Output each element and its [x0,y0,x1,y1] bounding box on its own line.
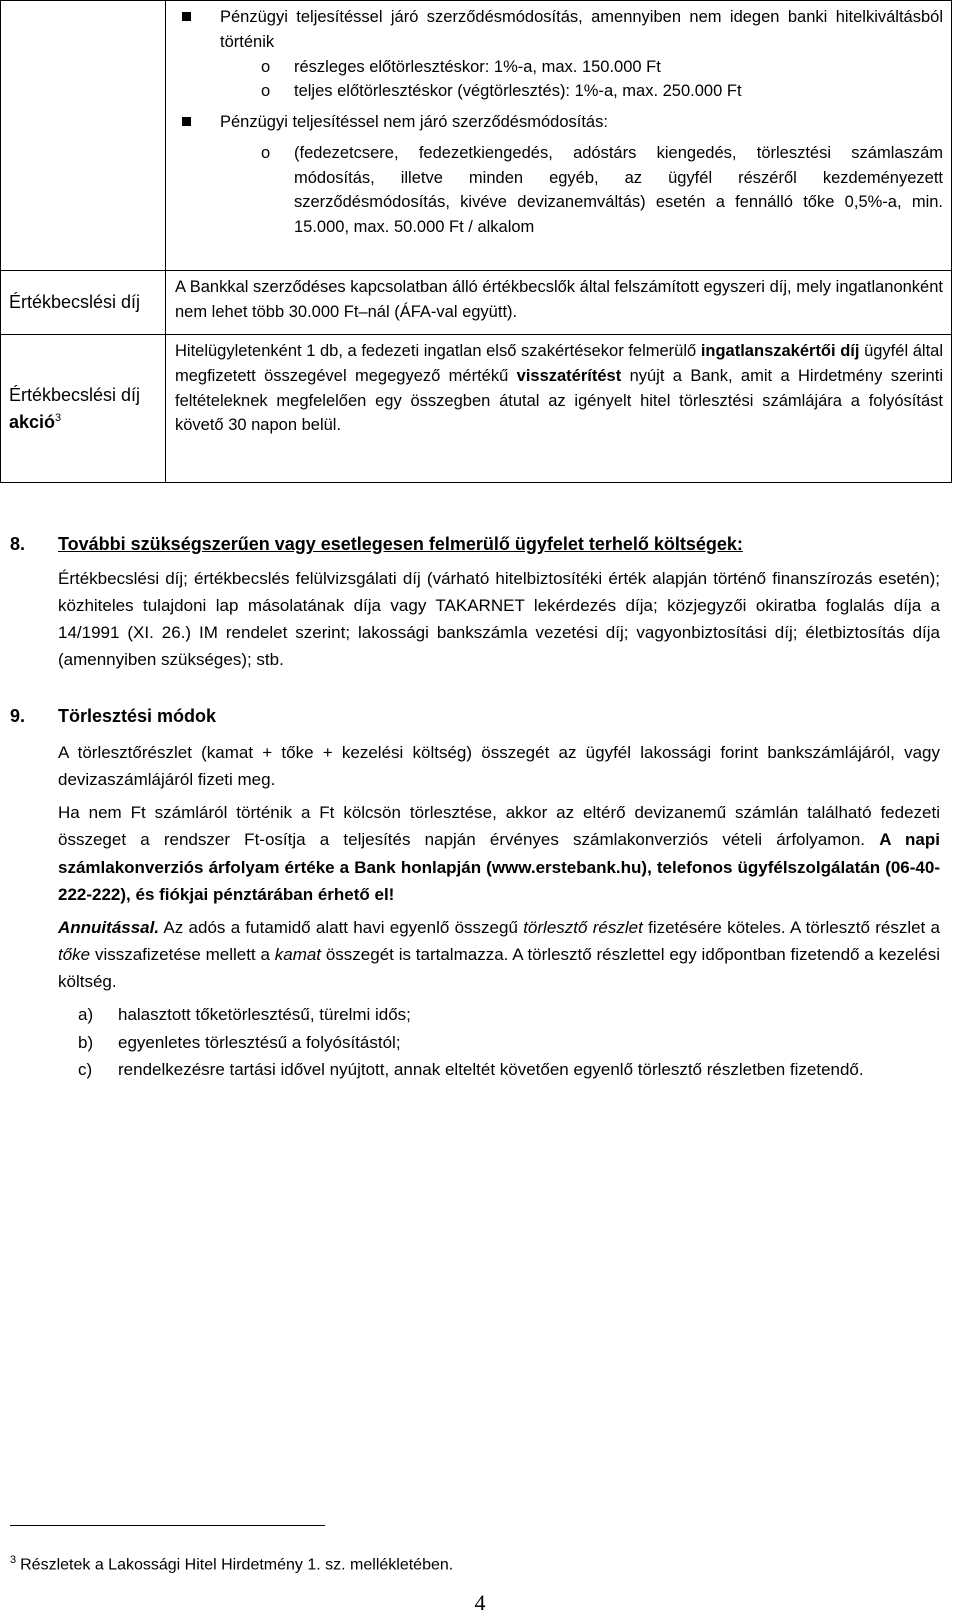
table-row [1,335,952,483]
row2-content-cell: A Bankkal szerződéses kapcsolatban álló értékbecslők által felszámított egyszeri díj, mely ingatlanonként nem lehet több 30.000 Ft–nál (ÁFA-val együtt). [166,271,952,335]
circle-bullet-icon: o [261,82,271,101]
table-row [1,1,952,271]
section-number: 9. [10,706,26,726]
list-item [175,110,943,135]
circle-bullet-icon: o [261,57,271,76]
list-letter: c) [78,1059,93,1079]
section-8 [10,530,940,680]
section-9 [10,702,940,1083]
row1-label-cell [1,1,166,271]
section-title: További szükségszerűen vagy esetlegesen felmerülő ügyfelet terhelő költségek: [58,534,743,554]
footnote-divider [10,1525,325,1526]
sub-list-item [175,79,943,104]
row3-label-cell [1,335,166,483]
sub-list-item [175,55,943,80]
section-title: Törlesztési módok [58,706,217,726]
row3-label-line2: akció$^3$ [9,411,62,432]
sub-bullet-text: (fedezetcsere, fedezetkiengedés, adóstárs kiengedés, törlesztési számlaszám módosítás, illetve minden egyéb, az ügyfél részéről kezdeményezett szerződésmódosítás, kivéve devizanemváltás) esetén a fennálló tőke 0,5%-a, min. 15.000, max. 50.000 Ft / alkalom [294,143,943,236]
list-item [175,5,943,55]
footnote-text: Részletek a Lakossági Hitel Hirdetmény 1. sz. mellékletében. [20,1556,454,1574]
footnote [10,1554,453,1574]
row3-label-line1: Értékbecslési díj [9,385,141,406]
list-item: a) halasztott tőketörlesztésű, türelmi idős; [58,1001,940,1028]
bullet-text: Pénzügyi teljesítéssel járó szerződésmódosítás, amennyiben nem idegen banki hitelkiváltásból történik [220,8,943,51]
section-text: Értékbecslési díj; értékbecslés felülvizsgálati díj (várható hitelbiztosítéki érték alapján történő finanszírozás esetén); közhiteles tulajdoni lap másolatának díja vagy TAKARNET lekérdezés díja; közjegyzői okiratba foglalás díja a 14/1991 (XI. 26.) IM rendelet szerint; lakossági bankszámla vezetési díj; vagyonbiztosítási díj; életbiztosítás díja (amennyiben szükséges); stb. [58,568,940,670]
section-heading [10,702,940,731]
sub-bullet-text: részleges előtörlesztéskor: 1%-a, max. 150.000 Ft [294,57,661,76]
footnote-ref: 3 [55,411,62,424]
list-item: b) egyenletes törlesztésű a folyósítástól; [58,1029,940,1056]
row2-label-cell: Értékbecslési díj [1,271,166,335]
paragraph: Ha nem Ft számláról történik a Ft kölcsön törlesztése, akkor az eltérő devizanemű számlán található fedezeti összeget a rendszer Ft-osítja a teljesítés napján érvényes számlakonverziós vételi árfolyamon. A napi számlakonverziós árfolyam értéke a Bank honlapján (www.erstebank.hu), telefonos ügyfélszolgálatán (06-40-222-222), és fiókjai pénztárában érhető el! [58,803,940,904]
paragraph: Annuitással. Az adós a futamidő alatt havi egyenlő összegű törlesztő részlet fizetésére köteles. A törlesztő részlet a tőke visszafizetése mellett a kamat összegét is tartalmazza. A törlesztő részlettel egy időpontban fizetendő a kezelési költség. [58,917,940,992]
page-number: 4 [474,1590,486,1615]
row1-content-cell [166,1,952,271]
footnote-mark: 3 [10,1554,17,1566]
list-item: c) rendelkezésre tartási idővel nyújtott, annak elteltét követően egyenlő törlesztő részletben fizetendő. [58,1056,940,1083]
section-number: 8. [10,534,26,554]
square-bullet-icon [182,117,191,126]
paragraph: A törlesztőrészlet (kamat + tőke + kezelési költség) összegét az ügyfél lakossági forint bankszámlájáról, vagy devizaszámlájáról fizeti meg. [58,742,940,789]
list-letter: a) [78,1005,94,1025]
sub-bullet-text: teljes előtörlesztéskor (végtörlesztés): 1%-a, max. 250.000 Ft [294,82,742,101]
section-heading [10,530,940,559]
row3-content-cell: Hitelügyletenként 1 db, a fedezeti ingatlan első szakértésekor felmerülő ingatlanszakértői díj ügyfél által megfizetett összegével megegyező mértékű visszatérítést nyújt a Bank, amit a Hirdetmény szerinti feltételeknek megfelelően egy összegben átutal az igényelt hitel törlesztési számlájára a folyósítást követő 30 napon belül. [166,335,952,483]
circle-bullet-icon: o [261,143,271,162]
square-bullet-icon [182,12,191,21]
sub-list-item [175,141,943,240]
list-letter: b) [78,1032,94,1052]
fee-table [0,0,952,483]
table-row [1,271,952,335]
bullet-text: Pénzügyi teljesítéssel nem járó szerződésmódosítás: [220,113,608,131]
